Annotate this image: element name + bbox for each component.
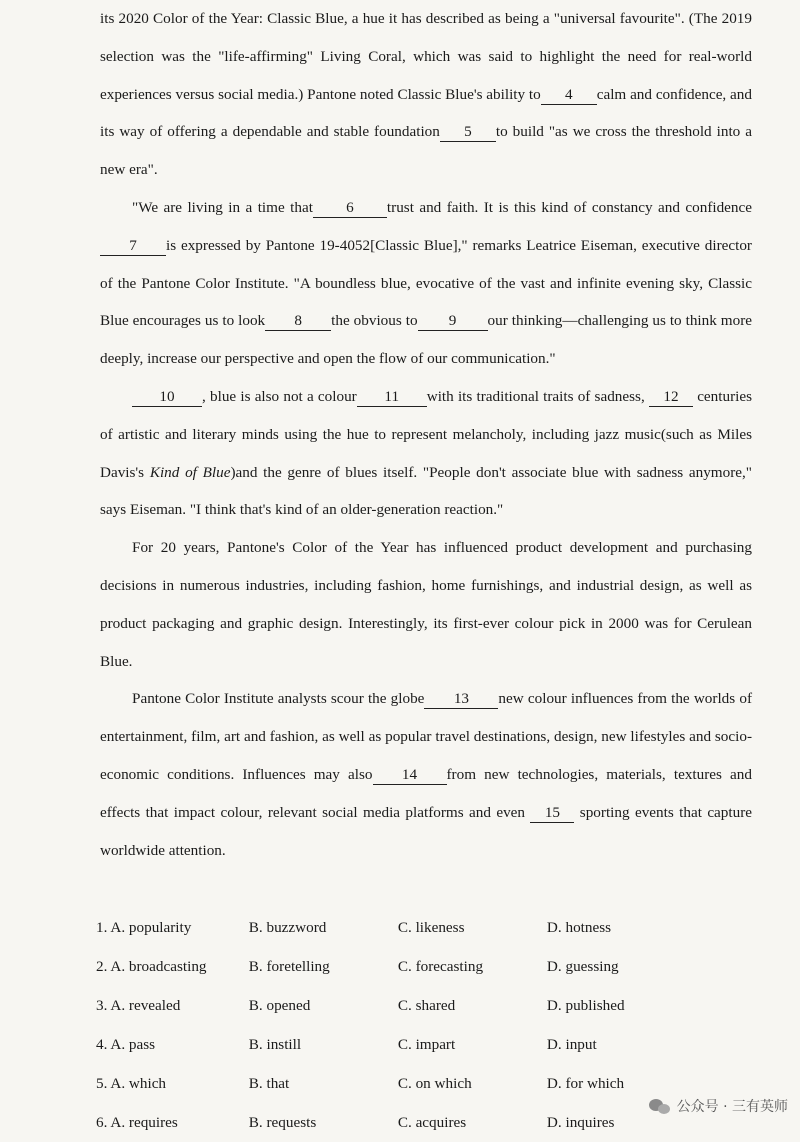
option-a: 2. A. broadcasting (96, 958, 207, 975)
blank-8: 8 (265, 312, 331, 331)
option-row-6 (96, 1103, 696, 1142)
text: the obvious to (331, 312, 418, 330)
text: sporting events that capture worldwide attention. (100, 803, 753, 859)
passage (100, 0, 752, 869)
option-row-1 (96, 908, 696, 947)
option-c: C. likeness (397, 919, 465, 936)
blank-6: 6 (313, 199, 387, 218)
blank-11: 11 (357, 388, 427, 407)
blank-10: 10 (132, 388, 202, 407)
option-row-5 (96, 1064, 696, 1103)
watermark-text: 公众号 · 三有英师 (676, 1099, 788, 1115)
paragraph-5 (100, 680, 752, 869)
blank-12: 12 (649, 388, 693, 407)
text: its 2020 Color of the Year: Classic Blue, a hue it has described as being a "universal favourite". (The 2019 selection was the "life-affirming" Living Coral, which was said to highlight the need for real-world experiences versus social media.) Pantone noted Classic Blue's ability to (100, 10, 752, 103)
blank-14: 14 (373, 766, 447, 785)
text: )and the genre of blues itself. "People don't associate blue with sadness anymore," says Eiseman. "I think that's kind of an older-generation reaction." (100, 463, 753, 519)
text: our thinking—challenging us to think more deeply, increase our perspective and open the flow of our communication." (100, 312, 753, 368)
option-b: B. buzzword (248, 919, 327, 936)
option-c: C. forecasting (397, 958, 484, 975)
option-c: C. shared (397, 997, 456, 1014)
text: to build "as we cross the threshold into a new era". (100, 123, 752, 179)
paragraph-3 (100, 378, 752, 529)
blank-9: 9 (418, 312, 488, 331)
option-d: D. inquires (546, 1114, 615, 1131)
wechat-icon (649, 1097, 671, 1115)
option-d: D. for which (546, 1075, 625, 1092)
option-row-3 (96, 986, 696, 1025)
blank-7: 7 (100, 237, 166, 256)
option-d: D. hotness (546, 919, 612, 936)
option-d: D. guessing (546, 958, 619, 975)
blank-5: 5 (440, 123, 496, 142)
text: is expressed by Pantone 19-4052[Classic Blue]," remarks Leatrice Eiseman, executive director of the Pantone Color Institute. "A boundless blue, evocative of the vast and infinite evening sky, Classic Blue encourages us to look (100, 236, 752, 330)
blank-4: 4 (541, 86, 597, 105)
option-b: B. requests (248, 1114, 317, 1131)
option-d: D. published (546, 997, 625, 1014)
option-row-2 (96, 947, 696, 986)
text: centuries of artistic and literary minds using the hue to represent melancholy, including jazz music(such as Miles Davis's (100, 387, 753, 481)
option-a: 6. A. requires (96, 1114, 178, 1131)
text: , blue is also not a colour (202, 387, 357, 405)
watermark (649, 1096, 788, 1116)
option-c: C. on which (397, 1075, 472, 1092)
paragraph-2 (100, 189, 752, 378)
option-b: B. opened (248, 997, 311, 1014)
answer-options (96, 908, 696, 1142)
text: "We are living in a time that (132, 198, 313, 216)
text: trust and faith. It is this kind of constancy and confidence (386, 198, 753, 216)
option-a: 3. A. revealed (96, 997, 181, 1014)
option-a: 4. A. pass (96, 1036, 156, 1053)
option-c: C. impart (397, 1036, 456, 1053)
option-row-4 (96, 1025, 696, 1064)
paragraph-1 (100, 0, 752, 189)
blank-13: 13 (424, 690, 498, 709)
text: new colour influences from the worlds of entertainment, film, art and fashion, as well as popular travel destinations, design, new lifestyles and socio-economic conditions. Influences may also (100, 690, 752, 783)
option-c: C. acquires (397, 1114, 467, 1131)
album-title: Kind of Blue (149, 463, 231, 481)
paragraph-4 (100, 529, 752, 680)
text: calm and confidence, and its way of offering a dependable and stable foundation (100, 85, 752, 141)
text: from new technologies, materials, textures and effects that impact colour, relevant social media platforms and even (100, 765, 752, 821)
option-d: D. input (546, 1036, 597, 1053)
option-b: B. that (248, 1075, 290, 1092)
option-b: B. instill (248, 1036, 302, 1053)
option-a: 1. A. popularity (96, 919, 192, 936)
blank-15: 15 (530, 804, 574, 823)
text: Pantone Color Institute analysts scour the globe (132, 690, 425, 708)
option-a: 5. A. which (96, 1075, 167, 1092)
text: with its traditional traits of sadness, (426, 387, 645, 405)
text: For 20 years, Pantone's Color of the Year has influenced product development and purchasing decisions in numerous industries, including fashion, home furnishings, and industrial design, as well as product packaging and graphic design. Interestingly, its first-ever colour pick in 2000 was for Cerulean Blue. (100, 539, 752, 670)
option-b: B. foretelling (248, 958, 330, 975)
